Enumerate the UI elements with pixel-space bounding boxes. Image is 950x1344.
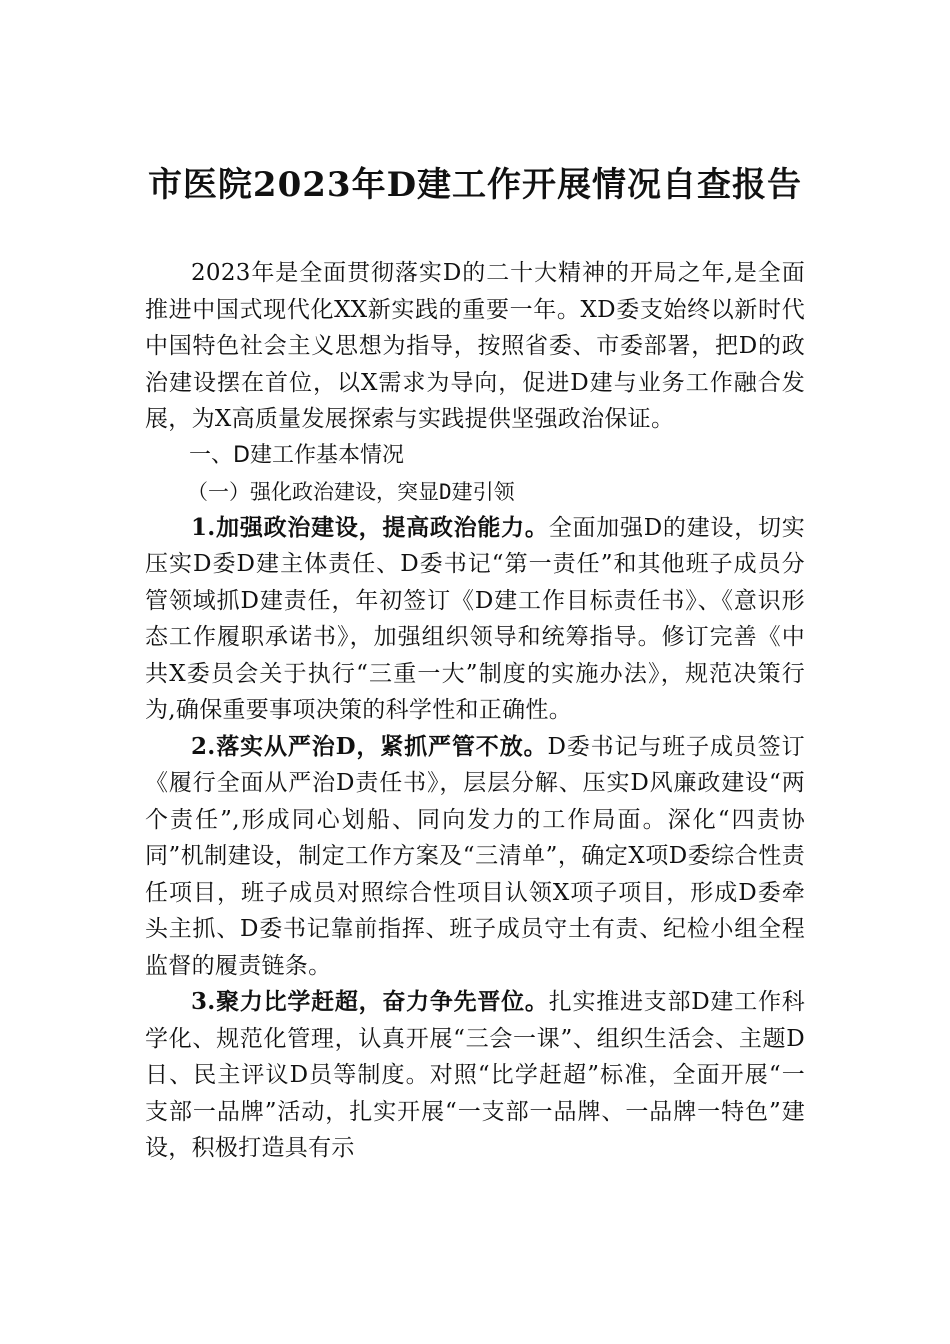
item-lead-2: 2.落实从严治D，紧抓严管不放。	[191, 732, 548, 760]
item-paragraph-2	[145, 729, 805, 985]
item-lead-1: 1.加强政治建设，提高政治能力。	[191, 513, 549, 541]
intro-paragraph: 2023年是全面贯彻落实D的二十大精神的开局之年,是全面推进中国式现代化XX新实践的重要一年。XD委支始终以新时代中国特色社会主义思想为指导，按照省委、市委部署，把D的政治建设摆在首位，以X需求为导向，促进D建与业务工作融合发展，为X高质量发展探索与实践提供坚强政治保证。	[145, 260, 805, 432]
item-text-3: 扎实推进支部D建工作科学化、规范化管理，认真开展“三会一课”、组织生活会、主题D日、民主评议D员等制度。对照“比学赶超”标准，全面开展“一支部一品牌”活动，扎实开展“一支部一品牌、一品牌一特色”建设，积极打造具有示	[145, 989, 806, 1161]
item-paragraph-1	[145, 510, 805, 729]
document-title: 市医院2023年D建工作开展情况自查报告	[147, 165, 803, 205]
item-text-1: 全面加强D的建设，切实压实D委D建主体责任、D委书记“第一责任”和其他班子成员分管领域抓D建责任，年初签订《D建工作目标责任书》、《意识形态工作履职承诺书》，加强组织领导和统筹指导。修订完善《中共X委员会关于执行“三重一大”制度的实施办法》，规范决策行为,确保重要事项决策的科学性和正确性。	[145, 514, 806, 723]
item-lead-3: 3.聚力比学赶超，奋力争先晋位。	[191, 988, 549, 1015]
item-text-2: D委书记与班子成员签订《履行全面从严治D责任书》，层层分解、压实D风廉政建设“两个责任”,形成同心划船、同向发力的工作局面。深化“四责协同”机制建设，制定工作方案及“三清单”，确定X项D委综合性责任项目，班子成员对照综合性项目认领X项子项目，形成D委牵头主抓、D委书记靠前指挥、班子成员守土有责、纪检小组全程监督的履责链条。	[145, 733, 805, 979]
section-heading: 一、D建工作基本情况	[189, 442, 404, 468]
item-paragraph-3	[145, 984, 805, 1167]
document-body	[145, 255, 805, 1167]
subsection-heading: （一）强化政治建设，突显D建引领	[187, 479, 515, 504]
